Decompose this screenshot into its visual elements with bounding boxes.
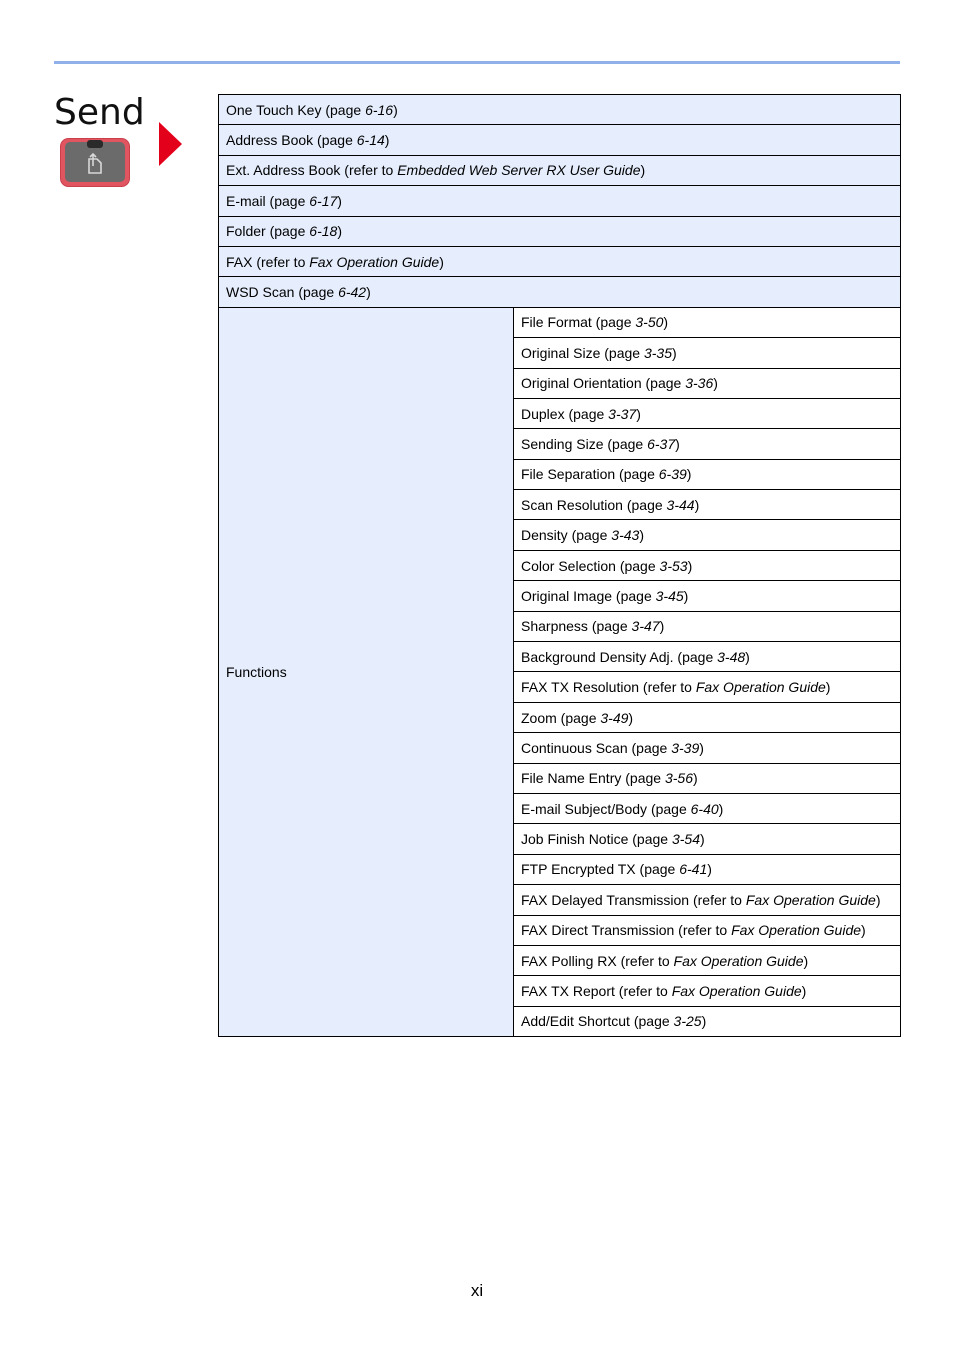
entry-suffix: ) bbox=[701, 1013, 707, 1030]
entry-reference: 3-49 bbox=[600, 709, 629, 726]
function-entry bbox=[514, 793, 901, 823]
entry-suffix: ) bbox=[686, 466, 692, 483]
entry-reference: 6-17 bbox=[309, 192, 338, 209]
entry-text: FAX TX Resolution (refer to bbox=[521, 679, 696, 696]
entry-reference: 3-56 bbox=[664, 770, 693, 787]
entry-text: E-mail Subject/Body (page bbox=[521, 800, 691, 817]
menu-row bbox=[219, 216, 901, 246]
menu-entry bbox=[219, 216, 901, 246]
entry-reference: 3-36 bbox=[685, 375, 714, 392]
menu-row bbox=[219, 95, 901, 125]
entry-reference: Fax Operation Guide bbox=[671, 983, 802, 1000]
entry-text: Zoom (page bbox=[521, 709, 601, 726]
function-entry bbox=[514, 520, 901, 550]
function-entry bbox=[514, 459, 901, 489]
send-menu-table bbox=[218, 94, 901, 1037]
entry-suffix: ) bbox=[640, 162, 646, 179]
entry-reference: Embedded Web Server RX User Guide bbox=[397, 162, 641, 179]
entry-suffix: ) bbox=[683, 587, 689, 604]
entry-reference: 6-42 bbox=[338, 284, 367, 301]
send-key-icon bbox=[59, 137, 131, 188]
entry-text: FAX (refer to bbox=[226, 253, 310, 270]
entry-text: Original Orientation (page bbox=[521, 375, 686, 392]
entry-suffix: ) bbox=[675, 435, 680, 452]
entry-text: FAX Delayed Transmission (refer to bbox=[521, 891, 746, 908]
menu-row bbox=[219, 186, 901, 216]
menu-entry bbox=[219, 155, 901, 185]
entry-text: Density (page bbox=[521, 527, 612, 544]
entry-reference: 6-16 bbox=[365, 101, 394, 118]
entry-reference: 3-50 bbox=[635, 314, 664, 331]
entry-suffix: ) bbox=[687, 557, 693, 574]
entry-reference: 6-37 bbox=[647, 435, 676, 452]
entry-reference: 3-44 bbox=[666, 496, 695, 513]
function-entry bbox=[514, 915, 901, 945]
entry-suffix: ) bbox=[393, 101, 398, 118]
entry-text: Original Size (page bbox=[521, 344, 644, 361]
entry-reference: Fax Operation Guide bbox=[745, 891, 876, 908]
entry-text: Ext. Address Book (refer to bbox=[226, 162, 398, 179]
entry-reference: 3-39 bbox=[671, 739, 700, 756]
top-rule bbox=[54, 61, 900, 64]
function-entry bbox=[514, 763, 901, 793]
menu-entry bbox=[219, 246, 901, 276]
entry-text: File Format (page bbox=[521, 314, 636, 331]
entry-suffix: ) bbox=[699, 739, 704, 756]
function-entry bbox=[514, 733, 901, 763]
entry-reference: 6-18 bbox=[309, 223, 338, 240]
menu-entry bbox=[219, 125, 901, 155]
entry-reference: 3-47 bbox=[631, 618, 660, 635]
function-entry bbox=[514, 672, 901, 702]
entry-reference: 3-25 bbox=[673, 1013, 702, 1030]
entry-suffix: ) bbox=[692, 770, 698, 787]
entry-text: Folder (page bbox=[226, 223, 310, 240]
entry-suffix: ) bbox=[659, 618, 665, 635]
entry-text: Scan Resolution (page bbox=[521, 496, 667, 513]
entry-suffix: ) bbox=[718, 800, 724, 817]
entry-suffix: ) bbox=[713, 375, 718, 392]
entry-suffix: ) bbox=[801, 983, 807, 1000]
entry-text: Sending Size (page bbox=[521, 435, 648, 452]
entry-text: E-mail (page bbox=[226, 192, 310, 209]
function-entry bbox=[514, 398, 901, 428]
entry-suffix: ) bbox=[825, 679, 831, 696]
entry-reference: Fax Operation Guide bbox=[309, 253, 440, 270]
entry-reference: Fax Operation Guide bbox=[673, 952, 804, 969]
entry-text: File Name Entry (page bbox=[521, 770, 665, 787]
page-number: xi bbox=[470, 1281, 484, 1300]
entry-text: FTP Encrypted TX (page bbox=[521, 861, 680, 878]
entry-text: Address Book (page bbox=[226, 132, 357, 149]
entry-reference: 3-48 bbox=[717, 648, 746, 665]
entry-text: Duplex (page bbox=[521, 405, 609, 422]
entry-reference: 3-45 bbox=[655, 587, 684, 604]
entry-reference: 6-14 bbox=[356, 132, 385, 149]
entry-reference: 3-43 bbox=[611, 527, 640, 544]
function-entry bbox=[514, 885, 901, 915]
entry-suffix: ) bbox=[384, 132, 390, 149]
entry-reference: 6-39 bbox=[658, 466, 687, 483]
function-entry bbox=[514, 642, 901, 672]
function-entry bbox=[514, 1006, 901, 1036]
entry-suffix: ) bbox=[875, 891, 881, 908]
arrow-right-icon bbox=[159, 122, 182, 166]
function-entry bbox=[514, 307, 901, 337]
function-entry bbox=[514, 611, 901, 641]
entry-reference: Fax Operation Guide bbox=[695, 679, 826, 696]
entry-reference: 3-53 bbox=[659, 557, 688, 574]
page-title: Send bbox=[54, 92, 145, 133]
entry-text: Job Finish Notice (page bbox=[521, 831, 672, 848]
entry-suffix: ) bbox=[803, 952, 809, 969]
function-entry bbox=[514, 702, 901, 732]
entry-suffix: ) bbox=[628, 709, 634, 726]
entry-suffix: ) bbox=[707, 861, 712, 878]
entry-reference: 3-37 bbox=[608, 405, 637, 422]
entry-suffix: ) bbox=[745, 648, 750, 665]
function-entry bbox=[514, 581, 901, 611]
entry-text: Continuous Scan (page bbox=[521, 739, 672, 756]
function-entry bbox=[514, 976, 901, 1006]
function-entry bbox=[514, 368, 901, 398]
entry-suffix: ) bbox=[337, 192, 342, 209]
function-entry bbox=[514, 490, 901, 520]
entry-suffix: ) bbox=[636, 405, 641, 422]
entry-text: Original Image (page bbox=[521, 587, 656, 604]
menu-entry bbox=[219, 186, 901, 216]
entry-suffix: ) bbox=[639, 527, 644, 544]
entry-text: One Touch Key (page bbox=[226, 101, 366, 118]
entry-suffix: ) bbox=[337, 223, 342, 240]
entry-text: File Separation (page bbox=[521, 466, 659, 483]
menu-entry bbox=[219, 95, 901, 125]
entry-reference: 3-54 bbox=[671, 831, 700, 848]
entry-text: FAX TX Report (refer to bbox=[521, 983, 672, 1000]
entry-suffix: ) bbox=[694, 496, 700, 513]
menu-row bbox=[219, 155, 901, 185]
entry-reference: 3-35 bbox=[643, 344, 672, 361]
entry-reference: 6-40 bbox=[690, 800, 719, 817]
function-entry bbox=[514, 429, 901, 459]
function-entry bbox=[514, 338, 901, 368]
entry-text: WSD Scan (page bbox=[226, 284, 339, 301]
entry-text: Background Density Adj. (page bbox=[521, 648, 718, 665]
entry-text: Sharpness (page bbox=[521, 618, 632, 635]
entry-text: FAX Direct Transmission (refer to bbox=[521, 922, 732, 939]
function-entry bbox=[514, 550, 901, 580]
entry-reference: Fax Operation Guide bbox=[731, 922, 862, 939]
menu-row bbox=[219, 246, 901, 276]
menu-entry bbox=[219, 277, 901, 307]
function-entry bbox=[514, 824, 901, 854]
entry-suffix: ) bbox=[439, 253, 444, 270]
entry-text: FAX Polling RX (refer to bbox=[521, 952, 674, 969]
function-entry bbox=[514, 854, 901, 884]
function-entry bbox=[514, 945, 901, 975]
function-row bbox=[219, 307, 901, 337]
entry-text: Color Selection (page bbox=[521, 557, 660, 574]
menu-row bbox=[219, 125, 901, 155]
entry-text: Add/Edit Shortcut (page bbox=[521, 1013, 674, 1030]
entry-suffix: ) bbox=[366, 284, 371, 301]
entry-suffix: ) bbox=[861, 922, 866, 939]
entry-reference: 6-41 bbox=[679, 861, 708, 878]
entry-suffix: ) bbox=[700, 831, 705, 848]
menu-row bbox=[219, 277, 901, 307]
functions-label: Functions bbox=[219, 307, 514, 1036]
entry-suffix: ) bbox=[671, 344, 677, 361]
entry-suffix: ) bbox=[663, 314, 669, 331]
